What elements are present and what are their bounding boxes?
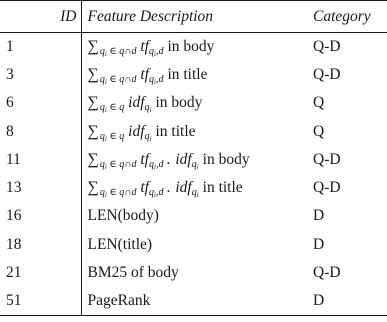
- formula-sum-idf: $\sum_{q_i \in q}$ idf$_{q_i}$: [87, 122, 152, 143]
- formula-sum-tf-idf: $\sum_{q_i \in q\cap d}$ $tf_{q_i,d}$ . idf$_{q_i}$: [87, 179, 199, 200]
- row-id: 8: [0, 117, 81, 145]
- table-row: [0, 231, 387, 259]
- table-row: [0, 174, 387, 202]
- row-description: [81, 61, 308, 89]
- row-description: BM25 of body: [87, 264, 179, 282]
- header-feature-description: Feature Description: [87, 7, 214, 25]
- row-category: Q-D: [313, 264, 341, 282]
- table-row: [0, 146, 387, 174]
- row-description: [81, 33, 308, 61]
- formula-sum-tf-intersection: $\sum_{q_i \in q\cap d}$ $tf_{q_i,d}$: [87, 65, 164, 86]
- row-category: Q: [313, 122, 325, 140]
- row-description: [81, 174, 308, 202]
- table-row: [0, 61, 387, 89]
- row-category: Q-D: [313, 150, 341, 168]
- row-id: 13: [0, 174, 81, 202]
- table-row: [0, 33, 387, 61]
- formula-sum-tf-idf: $\sum_{q_i \in q\cap d}$ $tf_{q_i,d}$ . idf$_{q_i}$: [87, 150, 199, 171]
- formula-suffix: in title: [167, 65, 208, 83]
- row-id: 18: [0, 231, 81, 259]
- header-row: [0, 1, 387, 33]
- formula-suffix: in title: [202, 179, 243, 197]
- row-id: 21: [0, 259, 81, 287]
- row-id: 11: [0, 146, 81, 174]
- row-category: Q-D: [313, 37, 341, 55]
- row-category: Q-D: [313, 179, 341, 197]
- row-category: Q: [313, 94, 325, 112]
- row-id: 1: [0, 33, 81, 61]
- table-header: [0, 1, 387, 33]
- table-row: [0, 259, 387, 287]
- row-id: 51: [0, 287, 81, 315]
- row-description: LEN(title): [87, 235, 153, 253]
- row-description: [81, 146, 308, 174]
- row-category: D: [313, 292, 325, 310]
- table-row: [0, 89, 387, 117]
- row-id: 16: [0, 202, 81, 230]
- formula-suffix: in body: [202, 150, 250, 168]
- row-description: [81, 89, 308, 117]
- row-id: 3: [0, 61, 81, 89]
- header-id: ID: [0, 1, 81, 33]
- formula-sum-idf: $\sum_{q_i \in q}$ idf$_{q_i}$: [87, 94, 152, 115]
- header-category: Category: [313, 7, 371, 25]
- formula-suffix: in title: [155, 122, 196, 140]
- formula-sum-tf-intersection: $\sum_{q_i \in q\cap d}$ $tf_{q_i,d}$: [87, 37, 164, 58]
- table-row: [0, 117, 387, 145]
- table-row: [0, 202, 387, 230]
- row-description: PageRank: [87, 292, 151, 310]
- row-description: [81, 117, 308, 145]
- formula-suffix: in body: [167, 37, 215, 55]
- row-category: Q-D: [313, 65, 341, 83]
- row-id: 6: [0, 89, 81, 117]
- row-category: D: [313, 235, 325, 253]
- formula-suffix: in body: [155, 94, 203, 112]
- row-description: LEN(body): [87, 207, 159, 225]
- table-row: [0, 287, 387, 315]
- row-category: D: [313, 207, 325, 225]
- table-body: [0, 33, 387, 316]
